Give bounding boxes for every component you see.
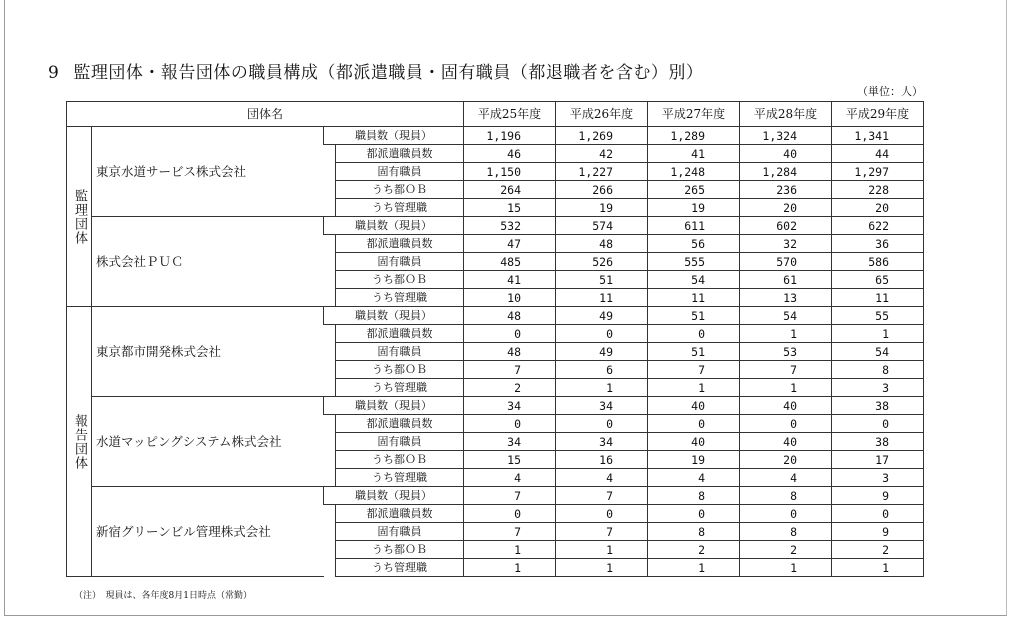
indent-cell — [324, 361, 336, 379]
category-label: 報告団体 — [67, 307, 92, 577]
value-cell: 8 — [832, 361, 924, 379]
value-cell: 264 — [464, 181, 556, 199]
item-label: 都派遣職員数 — [336, 145, 464, 163]
item-label: 固有職員 — [336, 343, 464, 361]
table-body — [67, 127, 924, 577]
value-cell: 3 — [832, 469, 924, 487]
value-cell: 2 — [740, 541, 832, 559]
indent-cell — [324, 541, 336, 559]
value-cell: 40 — [648, 397, 740, 415]
value-cell: 41 — [648, 145, 740, 163]
value-cell: 51 — [648, 307, 740, 325]
value-cell: 1,297 — [832, 163, 924, 181]
year-header: 平成29年度 — [832, 102, 924, 127]
value-cell: 44 — [832, 145, 924, 163]
value-cell: 0 — [832, 505, 924, 523]
value-cell: 54 — [648, 271, 740, 289]
value-cell: 602 — [740, 217, 832, 235]
table-row — [67, 487, 924, 505]
indent-cell — [324, 145, 336, 163]
value-cell: 7 — [464, 487, 556, 505]
value-cell: 1 — [648, 559, 740, 577]
indent-cell — [324, 199, 336, 217]
value-cell: 0 — [464, 505, 556, 523]
value-cell: 265 — [648, 181, 740, 199]
org-name: 東京水道サービス株式会社 — [92, 127, 324, 217]
value-cell: 17 — [832, 451, 924, 469]
year-header: 平成25年度 — [464, 102, 556, 127]
value-cell: 48 — [464, 307, 556, 325]
value-cell: 4 — [740, 469, 832, 487]
value-cell: 46 — [464, 145, 556, 163]
value-cell: 8 — [740, 487, 832, 505]
item-label: 職員数（現員） — [324, 307, 464, 325]
indent-cell — [324, 271, 336, 289]
value-cell: 38 — [832, 433, 924, 451]
indent-cell — [324, 181, 336, 199]
value-cell: 0 — [556, 505, 648, 523]
staff-table — [66, 101, 924, 577]
value-cell: 34 — [556, 433, 648, 451]
value-cell: 1 — [740, 325, 832, 343]
item-label: 固有職員 — [336, 253, 464, 271]
value-cell: 40 — [648, 433, 740, 451]
org-name: 新宿グリーンビル管理株式会社 — [92, 487, 324, 577]
value-cell: 0 — [464, 415, 556, 433]
value-cell: 54 — [832, 343, 924, 361]
value-cell: 47 — [464, 235, 556, 253]
item-label: うち都ＯＢ — [336, 451, 464, 469]
item-label: 職員数（現員） — [324, 217, 464, 235]
value-cell: 1,289 — [648, 127, 740, 145]
value-cell: 40 — [740, 433, 832, 451]
value-cell: 11 — [648, 289, 740, 307]
value-cell: 11 — [556, 289, 648, 307]
value-cell: 622 — [832, 217, 924, 235]
value-cell: 0 — [740, 415, 832, 433]
value-cell: 0 — [648, 415, 740, 433]
year-header: 平成28年度 — [740, 102, 832, 127]
item-label: 都派遣職員数 — [336, 415, 464, 433]
value-cell: 1,284 — [740, 163, 832, 181]
value-cell: 2 — [832, 541, 924, 559]
item-label: うち都ＯＢ — [336, 541, 464, 559]
value-cell: 1 — [464, 559, 556, 577]
value-cell: 40 — [740, 145, 832, 163]
item-label: うち都ＯＢ — [336, 271, 464, 289]
value-cell: 0 — [740, 505, 832, 523]
org-name: 株式会社ＰＵＣ — [92, 217, 324, 307]
value-cell: 1 — [832, 559, 924, 577]
value-cell: 4 — [464, 469, 556, 487]
indent-cell — [324, 289, 336, 307]
value-cell: 1 — [648, 379, 740, 397]
value-cell: 8 — [648, 487, 740, 505]
indent-cell — [324, 253, 336, 271]
value-cell: 1,269 — [556, 127, 648, 145]
value-cell: 0 — [832, 415, 924, 433]
value-cell: 2 — [464, 379, 556, 397]
value-cell: 0 — [648, 505, 740, 523]
value-cell: 55 — [832, 307, 924, 325]
value-cell: 19 — [648, 451, 740, 469]
value-cell: 40 — [740, 397, 832, 415]
item-label: 都派遣職員数 — [336, 505, 464, 523]
value-cell: 574 — [556, 217, 648, 235]
indent-cell — [324, 451, 336, 469]
value-cell: 1 — [556, 379, 648, 397]
item-label: うち管理職 — [336, 559, 464, 577]
value-cell: 54 — [740, 307, 832, 325]
value-cell: 51 — [556, 271, 648, 289]
indent-cell — [324, 235, 336, 253]
value-cell: 228 — [832, 181, 924, 199]
value-cell: 1,248 — [648, 163, 740, 181]
value-cell: 1 — [556, 559, 648, 577]
value-cell: 36 — [832, 235, 924, 253]
value-cell: 485 — [464, 253, 556, 271]
year-header: 平成27年度 — [648, 102, 740, 127]
value-cell: 1 — [832, 325, 924, 343]
value-cell: 266 — [556, 181, 648, 199]
table-header-row — [67, 102, 924, 127]
value-cell: 8 — [648, 523, 740, 541]
value-cell: 4 — [556, 469, 648, 487]
value-cell: 4 — [648, 469, 740, 487]
value-cell: 1,150 — [464, 163, 556, 181]
item-label: 職員数（現員） — [324, 487, 464, 505]
value-cell: 48 — [464, 343, 556, 361]
value-cell: 8 — [740, 523, 832, 541]
value-cell: 38 — [832, 397, 924, 415]
value-cell: 7 — [464, 523, 556, 541]
value-cell: 1,341 — [832, 127, 924, 145]
indent-cell — [324, 325, 336, 343]
value-cell: 611 — [648, 217, 740, 235]
org-header: 団体名 — [67, 102, 464, 127]
value-cell: 1 — [464, 541, 556, 559]
value-cell: 0 — [648, 325, 740, 343]
value-cell: 41 — [464, 271, 556, 289]
value-cell: 13 — [740, 289, 832, 307]
section-number: 9 — [48, 63, 60, 83]
indent-cell — [324, 433, 336, 451]
value-cell: 1,324 — [740, 127, 832, 145]
item-label: うち都ＯＢ — [336, 181, 464, 199]
value-cell: 526 — [556, 253, 648, 271]
indent-cell — [324, 343, 336, 361]
value-cell: 7 — [464, 361, 556, 379]
table-row — [67, 307, 924, 325]
value-cell: 532 — [464, 217, 556, 235]
indent-cell — [324, 163, 336, 181]
indent-cell — [324, 505, 336, 523]
value-cell: 10 — [464, 289, 556, 307]
value-cell: 56 — [648, 235, 740, 253]
value-cell: 16 — [556, 451, 648, 469]
value-cell: 1 — [740, 559, 832, 577]
value-cell: 49 — [556, 307, 648, 325]
value-cell: 20 — [740, 451, 832, 469]
value-cell: 555 — [648, 253, 740, 271]
value-cell: 1 — [740, 379, 832, 397]
org-name: 水道マッピングシステム株式会社 — [92, 397, 324, 487]
title-text: 監理団体・報告団体の職員構成（都派遣職員・固有職員（都退職者を含む）別） — [73, 63, 704, 83]
value-cell: 1,196 — [464, 127, 556, 145]
value-cell: 1 — [556, 541, 648, 559]
value-cell: 20 — [832, 199, 924, 217]
table-row — [67, 397, 924, 415]
value-cell: 48 — [556, 235, 648, 253]
item-label: 固有職員 — [336, 523, 464, 541]
value-cell: 49 — [556, 343, 648, 361]
value-cell: 32 — [740, 235, 832, 253]
value-cell: 19 — [556, 199, 648, 217]
footnote: （注） 現員は、各年度8月1日時点（常勤） — [74, 591, 252, 601]
unit-label: （単位：人） — [857, 85, 923, 98]
value-cell: 236 — [740, 181, 832, 199]
value-cell: 15 — [464, 199, 556, 217]
indent-cell — [324, 415, 336, 433]
item-label: 都派遣職員数 — [336, 325, 464, 343]
item-label: うち管理職 — [336, 199, 464, 217]
indent-cell — [324, 559, 336, 577]
value-cell: 9 — [832, 523, 924, 541]
value-cell: 9 — [832, 487, 924, 505]
document-title — [48, 58, 703, 83]
value-cell: 6 — [556, 361, 648, 379]
value-cell: 570 — [740, 253, 832, 271]
item-label: 固有職員 — [336, 433, 464, 451]
value-cell: 19 — [648, 199, 740, 217]
value-cell: 7 — [648, 361, 740, 379]
value-cell: 34 — [464, 397, 556, 415]
item-label: 固有職員 — [336, 163, 464, 181]
value-cell: 0 — [556, 415, 648, 433]
indent-cell — [324, 523, 336, 541]
item-label: 職員数（現員） — [324, 127, 464, 145]
value-cell: 34 — [464, 433, 556, 451]
value-cell: 61 — [740, 271, 832, 289]
item-label: うち管理職 — [336, 289, 464, 307]
indent-cell — [324, 469, 336, 487]
value-cell: 53 — [740, 343, 832, 361]
table-row — [67, 127, 924, 145]
table-row — [67, 217, 924, 235]
item-label: 職員数（現員） — [324, 397, 464, 415]
item-label: うち管理職 — [336, 469, 464, 487]
value-cell: 7 — [556, 523, 648, 541]
value-cell: 3 — [832, 379, 924, 397]
value-cell: 34 — [556, 397, 648, 415]
value-cell: 65 — [832, 271, 924, 289]
value-cell: 7 — [556, 487, 648, 505]
item-label: うち管理職 — [336, 379, 464, 397]
value-cell: 586 — [832, 253, 924, 271]
year-header: 平成26年度 — [556, 102, 648, 127]
item-label: うち都ＯＢ — [336, 361, 464, 379]
value-cell: 51 — [648, 343, 740, 361]
category-label: 監理団体 — [67, 127, 92, 307]
value-cell: 7 — [740, 361, 832, 379]
value-cell: 0 — [464, 325, 556, 343]
value-cell: 11 — [832, 289, 924, 307]
value-cell: 1,227 — [556, 163, 648, 181]
value-cell: 15 — [464, 451, 556, 469]
indent-cell — [324, 379, 336, 397]
item-label: 都派遣職員数 — [336, 235, 464, 253]
value-cell: 20 — [740, 199, 832, 217]
org-name: 東京都市開発株式会社 — [92, 307, 324, 397]
value-cell: 2 — [648, 541, 740, 559]
value-cell: 0 — [556, 325, 648, 343]
value-cell: 42 — [556, 145, 648, 163]
